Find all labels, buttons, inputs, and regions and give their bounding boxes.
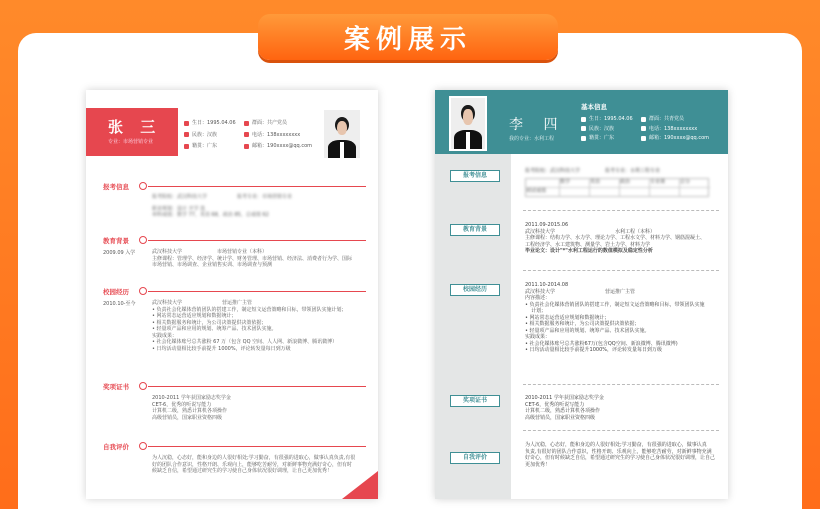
resume-photo <box>324 110 360 158</box>
section-dot <box>139 287 147 295</box>
divider <box>523 384 719 385</box>
mail-icon <box>244 144 249 149</box>
section-divider <box>148 291 366 292</box>
resume-card-2[interactable] <box>435 90 728 499</box>
section-divider <box>148 186 366 187</box>
self-evaluation-block: 为人沉稳，心态好，能和身边的人很好相处;学习勤奋，有很强的进取心，做事认真 负责,有很好的团队合作意识，性格开朗、乐观向上，能够吃苦耐劳，对新鲜事物充满 好奇心，但有时候缺乏自信，希望通过研究生的学习使自己身体状况很好调理，让自己 更加优秀！ <box>525 442 716 468</box>
tag-education: 教育背景 <box>450 224 500 236</box>
contact-column-left: 生日：1995.04.06 民族：汉族 籍贯：广东 <box>581 116 633 142</box>
section-label: 奖项证书 <box>103 383 129 391</box>
section-label: 自我评价 <box>103 443 129 451</box>
location-icon <box>184 144 189 149</box>
section-dot <box>139 382 147 390</box>
awards-block: 2010-2011 学年获国家励志奖学金 CET-6，优秀的听说写能力 计算机二级，熟悉计算机各项操作 高级营销员，国家职业资格四级 <box>525 395 604 421</box>
tag-awards: 奖项证书 <box>450 395 500 407</box>
education-block: 2011.09-2015.06 武汉科技大学 水利工程（本科） 主修课程：结构力学、水力学、理论力学、工程水文学、材料力学、钢筋混凝土、 工程经济学、水工建筑物、测量学、岩土力学、材料力学 毕业论文：设计"*"水利工程运行的数值模拟及稳定性分析 <box>525 222 706 254</box>
section-divider <box>148 446 366 447</box>
date-label: 2010.10-至今 <box>103 301 136 307</box>
section-label: 校园经历 <box>103 288 129 296</box>
score-table: 数学 英语 政治 专业课 总分 初试成绩 <box>525 178 709 197</box>
tag-campus: 校园经历 <box>450 284 500 296</box>
phone-icon <box>641 126 646 131</box>
page-title: 案例展示 <box>343 24 472 55</box>
section-dot <box>139 442 147 450</box>
section-sidebar <box>435 154 511 499</box>
resume-card-1[interactable]: 张 三 专业：市场营销专业 生日：1995.04.06 民族：汉族 籍贯：广东 群面：共产党员 电话：138xxxxxxxx 邮箱：190xxxx@qq.com 报考信息 报考院校：武汉科技大学 报考专业：市场营销专业 职业规划：设计 开学 选 单科成绩：数学 77，英语 68，政治 85，总成绩 62 教育背景 2009.09 入学 武汉科技大学 市场营销专业（本科） 主修课程：管理学、经济学、统计学、财务管理、市场营销、经济法、消费者行为学、国际 市场营销、市场调查、企业销售实训、市场调查与预测 校园经历 2010.10-至今 武汉科技大学 营运推广主管 • 负责社会化媒体营销团队的搭建工作，制定短文运营策略和目标，带领团队实施计划； • 网站常态运营适应规划和数据统计； • 相关数据服务和统计，为公司决策提供决策依据； • 轻量项产品和应用的规划、统筹产品、技术团队实施。 实践成果： • 社会化媒体账号总共涨粉 67 万（包含 QQ 空间、人人网、新浪微博、腾讯微博） • 日均活动量相比较手前提升 1000%，评论转发量每日到万级 奖项证书 2010-2011 学年获国家励志奖学金 CET-6，优秀的听说写能力 计算机二级，熟悉计算机各项操作 高级营销员，国家职业资格四级 自我评价 为人沉稳，心态好，能和身边的人很好相处;学习勤奋，有很强的进取心，做事认真负责,有很 好的团队合作意识，性格开朗、乐观向上，能够吃苦耐劳，对新鲜事物充满好奇心，但有时 候缺乏自信，希望通过研究生的学习使自己身体状况很好调理，让自己更加优秀！ <box>86 90 378 499</box>
contact-item: 群面：共产党员 <box>244 120 312 127</box>
divider <box>523 430 719 431</box>
calendar-icon <box>581 117 586 122</box>
tag-exam-info: 报考信息 <box>450 170 500 182</box>
phone-icon <box>244 132 249 137</box>
tag-self-evaluation: 自我评价 <box>450 452 500 464</box>
exam-info-block: 报考院校：武汉科技大学 报考专业：水利工程专业 数学 英语 政治 专业课 总分 初试成绩 <box>525 168 709 197</box>
contact-item: 电话：138xxxxxxxx <box>244 132 312 139</box>
resume-major: 专业：市场营销专业 <box>108 139 154 145</box>
contact-column-left <box>184 120 236 155</box>
person-icon <box>184 132 189 137</box>
campus-block: 2011.10-2014.08 武汉科技大学 营运推广主管 内容描述： • 负责社会化媒体营销团队的搭建工作，制定短文运营策略和目标，带领团队实施 计划； • 网站常态运营适应规划和数据统计； • 相关数据服务和统计，为公司决策提供决策依据； • 轻量项产品和应用的规划、统筹产品、技术团队实施。 实践成果： • 社会化媒体账号总共涨粉67万(包含QQ空间、新浪微博、腾讯微博) • 日均活动量相比较手前提升1000%，评论转发量每日到万级 <box>525 282 705 354</box>
section-label: 报考信息 <box>103 183 129 191</box>
person-icon <box>581 126 586 131</box>
contact-item: 民族：汉族 <box>184 132 236 139</box>
flag-icon <box>641 117 646 122</box>
section-divider <box>148 386 366 387</box>
section-dot <box>139 182 147 190</box>
calendar-icon <box>184 121 189 126</box>
resume-name: 李 四 <box>509 117 566 133</box>
section-divider <box>148 240 366 241</box>
resume-name: 张 三 <box>108 118 162 136</box>
date-label: 2009.09 入学 <box>103 250 136 256</box>
resume-major: 我的专业：水利工程 <box>509 136 555 142</box>
section-dot <box>139 236 147 244</box>
contact-item: 邮箱：190xxxx@qq.com <box>244 143 312 150</box>
location-icon <box>581 136 586 141</box>
mail-icon <box>641 136 646 141</box>
section-label: 教育背景 <box>103 237 129 245</box>
contact-column-right <box>244 120 312 155</box>
divider <box>523 210 719 211</box>
contact-item: 生日：1995.04.06 <box>184 120 236 127</box>
corner-decoration <box>342 471 378 499</box>
divider <box>523 270 719 271</box>
basic-info-title: 基本信息 <box>581 103 607 111</box>
section-title-banner <box>258 14 558 60</box>
flag-icon <box>244 121 249 126</box>
contact-item: 籍贯：广东 <box>184 143 236 150</box>
contact-column-right: 群面：共青党员 电话：138xxxxxxxx 邮箱：190xxxx@qq.com <box>641 116 709 142</box>
resume-photo <box>449 96 487 151</box>
